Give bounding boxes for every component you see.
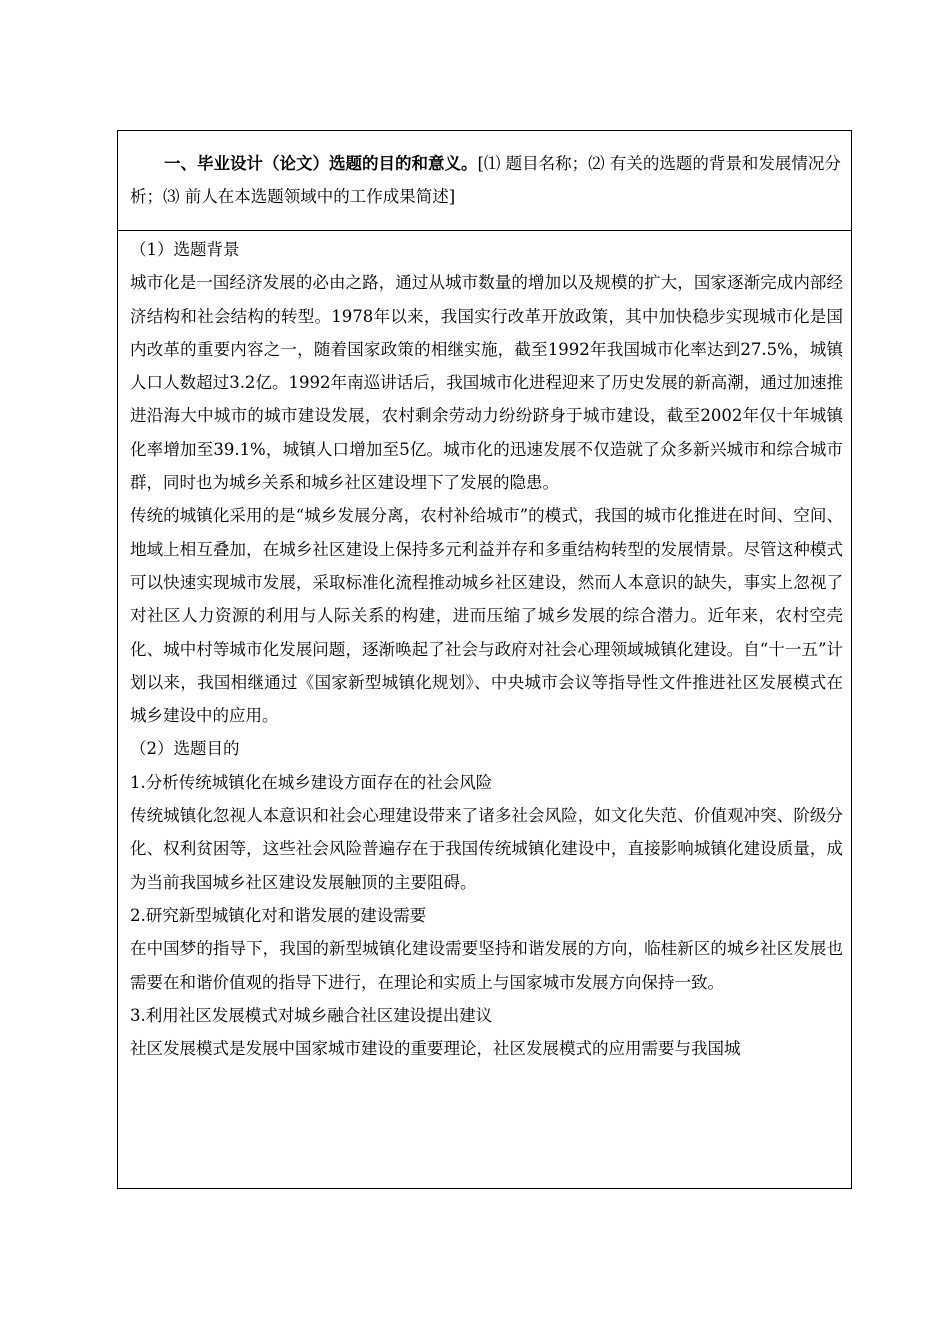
section-note: [⑴ 题目名称；⑵ 有关的选题的背景和发展情况分析；⑶ 前人在本选题领域中的工作成果简述] xyxy=(130,154,841,206)
paragraph-traditional-model: 传统的城镇化采用的是“城乡发展分离，农村补给城市”的模式，我国的城市化推进在时间、空间、地域上相互叠加，在城乡社区建设上保持多元利益并存和多重结构转型的发展情景。尽管这种模式可以快速实现城市发展，采取标准化流程推动城乡社区建设，然而人本意识的缺失，事实上忽视了对社区人力资源的利用与人际关系的构建，进而压缩了城乡发展的综合潜力。近年来，农村空壳化、城中村等城市化发展问题，逐渐唤起了社会与政府对社会心理领域城镇化建设。自“十一五”计划以来，我国相继通过《国家新型城镇化规划》、中央城市会议等指导性文件推进社区发展模式在城乡建设中的应用。 xyxy=(130,506,843,726)
section-title: 一、毕业设计（论文）选题的目的和意义。 xyxy=(164,154,478,173)
paragraph-harmony: 在中国梦的指导下，我国的新型城镇化建设需要坚持和谐发展的方向，临桂新区的城乡社区发展也需要在和谐价值观的指导下进行，在理论和实质上与国家城市发展方向保持一致。 xyxy=(130,939,843,992)
paragraph-community-model: 社区发展模式是发展中国家城市建设的重要理论，社区发展模式的应用需要与我国城 xyxy=(130,1039,741,1059)
content-cell xyxy=(118,231,851,1065)
paragraph-social-risk: 传统城镇化忽视人本意识和社会心理建设带来了诸多社会风险，如文化失范、价值观冲突、阶级分化、权利贫困等，这些社会风险普遍存在于我国传统城镇化建设中，直接影响城镇化建设质量，成为当前我国城乡社区建设发展触顶的主要阻碍。 xyxy=(130,806,843,892)
subheading-background: （1）选题背景 xyxy=(130,240,240,259)
purpose-item-2: 2.研究新型城镇化对和谐发展的建设需要 xyxy=(130,905,427,925)
purpose-item-3: 3.利用社区发展模式对城乡融合社区建设提出建议 xyxy=(130,1005,493,1025)
form-table xyxy=(117,130,852,1189)
section-header-cell xyxy=(118,131,851,231)
purpose-item-1: 1.分析传统城镇化在城乡建设方面存在的社会风险 xyxy=(130,772,493,792)
paragraph-urbanization: 城市化是一国经济发展的必由之路，通过从城市数量的增加以及规模的扩大，国家逐渐完成内部经济结构和社会结构的转型。1978年以来，我国实行改革开放政策，其中加快稳步实现城市化是国内改革的重要内容之一，随着国家政策的相继实施，截至1992年我国城市化率达到27.5%，城镇人口人数超过3.2亿。1992年南巡讲话后，我国城市化进程迎来了历史发展的新高潮，通过加速推进沿海大中城市的城市建设发展，农村剩余劳动力纷纷跻身于城市建设，截至2002年仅十年城镇化率增加至39.1%，城镇人口增加至5亿。城市化的迅速发展不仅造就了众多新兴城市和综合城市群，同时也为城乡关系和城乡社区建设埋下了发展的隐患。 xyxy=(130,273,843,493)
subheading-purpose: （2）选题目的 xyxy=(130,739,240,759)
